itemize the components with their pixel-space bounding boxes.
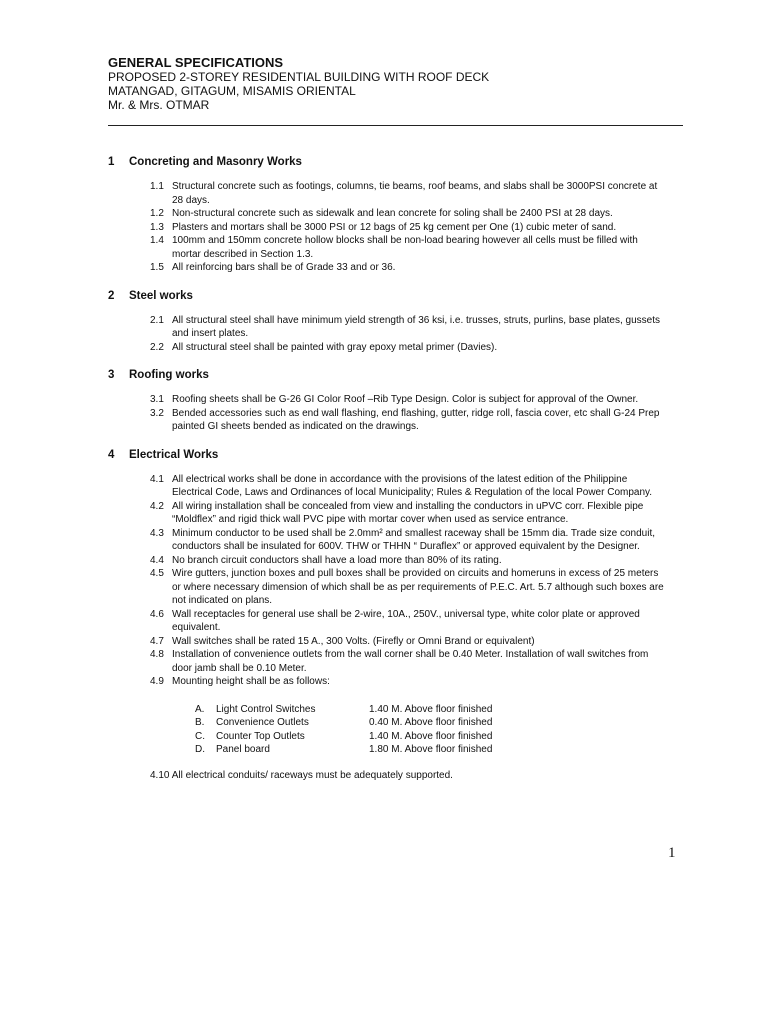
section-roofing (108, 368, 668, 434)
item-text: Plasters and mortars shall be 3000 PSI or 12 bags of 25 kg cement per One (1) cubic meter of sand. (172, 221, 617, 233)
row-letter: A. (195, 703, 205, 715)
spec-item (108, 648, 668, 675)
item-number: 4.8 (150, 649, 164, 660)
spec-item (108, 635, 668, 649)
section-heading: Roofing works (129, 369, 209, 381)
section-number: 4 (108, 448, 115, 461)
row-value: 1.80 M. Above floor finished (369, 744, 493, 755)
item-text: Wire gutters, junction boxes and pull boxes shall be provided on circuits and homeruns in excess of 25 meters or where necessary dimension of which shall be as per requirements of P.E.C. Art. 5.7 although such boxes are not indicated on plans. (172, 568, 664, 606)
item-text: Roofing sheets shall be G-26 GI Color Roof –Rib Type Design. Color is subject for approval of the Owner. (172, 394, 639, 405)
item-number: 4.5 (150, 568, 164, 579)
row-value: 1.40 M. Above floor finished (369, 730, 493, 742)
item-text: Non-structural concrete such as sidewalk and lean concrete for soling shall be 2400 PSI at 28 days. (172, 208, 613, 219)
item-text: Installation of convenience outlets from the wall corner shall be 0.40 Meter. Installation of wall switches from door jamb shall be 0.10 Meter. (172, 649, 649, 674)
section-electrical (108, 448, 668, 783)
item-text: All electrical conduits/ raceways must be adequately supported. (171, 769, 453, 781)
item-text: All structural steel shall have minimum yield strength of 36 ksi, i.e. trusses, struts, purlins, base plates, gussets and insert plates. (172, 314, 660, 339)
row-name: Panel board (216, 744, 270, 755)
item-number: 4.6 (150, 608, 164, 620)
mounting-row (195, 716, 668, 730)
mounting-row (195, 703, 668, 717)
row-value: 1.40 M. Above floor finished (369, 703, 493, 715)
mounting-row (195, 730, 668, 744)
spec-item (108, 180, 668, 207)
spec-item (108, 608, 668, 635)
item-text: Wall receptacles for general use shall be 2-wire, 10A., 250V., universal type, white color plate or approved equivalent. (172, 608, 640, 633)
spec-item (108, 393, 668, 407)
item-text: No branch circuit conductors shall have a load more than 80% of its rating. (172, 554, 502, 566)
spec-item (108, 769, 668, 783)
item-number: 2.2 (150, 341, 164, 353)
spec-item (108, 207, 668, 221)
spec-item (108, 407, 668, 434)
section-number: 3 (108, 369, 115, 381)
spec-item (108, 261, 668, 275)
spec-item (108, 567, 668, 608)
item-number: 1.5 (150, 262, 164, 273)
item-number: 4.2 (150, 500, 164, 512)
item-text: All structural steel shall be painted with gray epoxy metal primer (Davies). (172, 341, 498, 353)
item-number: 1.4 (150, 235, 164, 246)
section-title (108, 448, 668, 462)
row-letter: C. (195, 730, 205, 742)
item-number: 4.1 (150, 473, 164, 485)
section-heading: Electrical Works (129, 448, 219, 461)
section-title (108, 289, 668, 303)
section-steel (108, 289, 668, 355)
item-number: 1.2 (150, 208, 164, 219)
section-concreting (108, 155, 668, 275)
spec-item (108, 527, 668, 554)
item-text: Mounting height shall be as follows: (172, 676, 330, 687)
item-number: 4.4 (150, 554, 164, 566)
project-location: MATANGAD, GITAGUM, MISAMIS ORIENTAL (108, 84, 356, 98)
item-number: 4.7 (150, 635, 164, 647)
row-name: Counter Top Outlets (216, 730, 305, 742)
spec-item (108, 341, 668, 355)
item-text: Minimum conductor to be used shall be 2.0mm² and smallest raceway shall be 15mm dia. Trade size conduit, conductors shall be insulated for 600V. THW or THHN “ Duraflex” or approved equivalent by the Designer. (172, 527, 656, 552)
item-text: Bended accessories such as end wall flashing, end flashing, gutter, ridge roll, fascia cover, etc shall G-24 Prep painted GI sheets bended as indicated on the drawings. (172, 407, 660, 432)
row-name: Convenience Outlets (216, 717, 309, 728)
mounting-height-table (195, 703, 668, 757)
item-number: 2.1 (150, 314, 164, 326)
item-number: 1.3 (150, 221, 164, 233)
specifications-body (108, 155, 668, 796)
project-name: PROPOSED 2-STOREY RESIDENTIAL BUILDING WITH ROOF DECK (108, 70, 490, 84)
item-number: 4.3 (150, 527, 164, 539)
header-divider (108, 125, 683, 126)
item-number: 3.2 (150, 407, 164, 419)
section-heading: Steel works (129, 289, 193, 302)
spec-item (108, 675, 668, 689)
item-text: 100mm and 150mm concrete hollow blocks shall be non-load bearing however all cells must be filled with mortar described in Section 1.3. (172, 235, 638, 260)
item-text: All electrical works shall be done in accordance with the provisions of the latest edition of the Philippine Electrical Code, Laws and Ordinances of local Municipality; Rules & Regulation of the local Power Company. (172, 473, 653, 498)
document-title: GENERAL SPECIFICATIONS (108, 55, 284, 70)
section-number: 1 (108, 156, 115, 168)
spec-item (108, 500, 668, 527)
spec-item (108, 554, 668, 568)
spec-item (108, 473, 668, 500)
page-number: 1 (668, 845, 676, 861)
row-letter: D. (195, 744, 205, 755)
item-text: Wall switches shall be rated 15 A., 300 Volts. (Firefly or Omni Brand or equivalent) (172, 635, 535, 647)
section-title (108, 368, 668, 382)
row-letter: B. (195, 717, 205, 728)
item-text: All reinforcing bars shall be of Grade 33 and or 36. (172, 262, 396, 273)
item-number: 4.10 (150, 769, 170, 781)
spec-item (108, 314, 668, 341)
document-header (108, 55, 489, 112)
project-owner: Mr. & Mrs. OTMAR (108, 98, 210, 112)
spec-item (108, 221, 668, 235)
section-number: 2 (108, 289, 115, 302)
item-number: 4.9 (150, 676, 164, 687)
row-name: Light Control Switches (216, 703, 316, 715)
section-heading: Concreting and Masonry Works (129, 156, 302, 168)
item-number: 3.1 (150, 394, 164, 405)
section-title (108, 155, 668, 169)
item-text: Structural concrete such as footings, columns, tie beams, roof beams, and slabs shall be 3000PSI concrete at 28 days. (172, 181, 658, 206)
item-text: All wiring installation shall be concealed from view and installing the conductors in uPVC corr. Flexible pipe “Moldflex” and rigid thick wall PVC pipe with mortar cover when used as service entrance. (172, 500, 644, 525)
row-value: 0.40 M. Above floor finished (369, 717, 493, 728)
spec-item (108, 234, 668, 261)
item-number: 1.1 (150, 181, 164, 192)
mounting-row (195, 743, 668, 757)
